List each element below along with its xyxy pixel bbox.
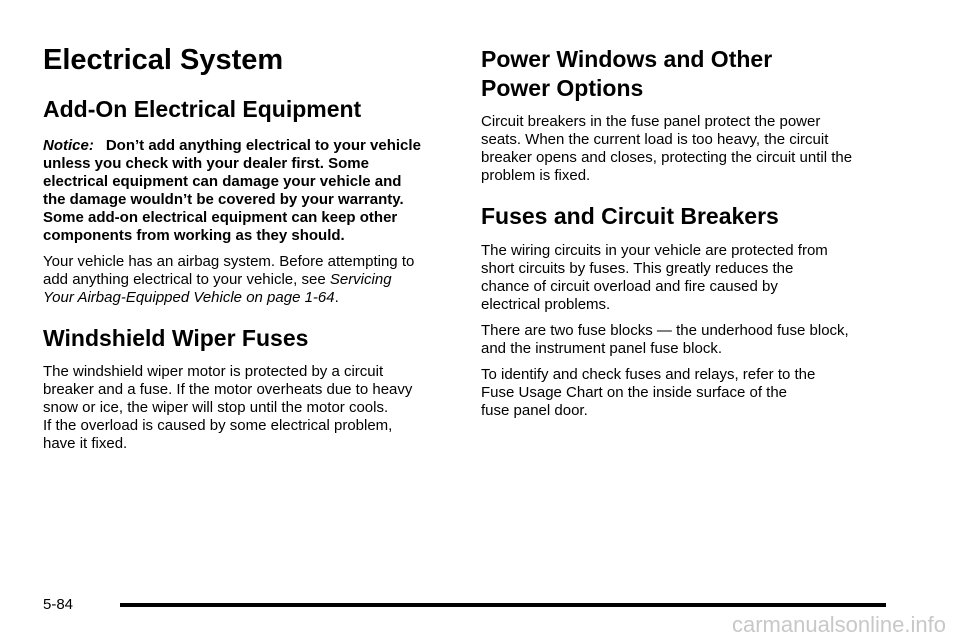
fuses-para3-line-3: fuse panel door. — [481, 402, 588, 419]
fuses-para3-line-2: Fuse Usage Chart on the inside surface of the — [481, 384, 788, 401]
power-heading-line-2: Power Options — [481, 75, 644, 101]
fuses-para1-line-4: electrical problems. — [481, 296, 611, 313]
wiper-line-3: snow or ice, the wiper will stop until the motor cools. — [43, 399, 389, 416]
footer-rule — [120, 603, 886, 607]
fuses-para2-line-2: and the instrument panel fuse block. — [481, 340, 722, 357]
notice-line-6: components from working as they should. — [43, 227, 345, 244]
wiper-line-5: have it fixed. — [43, 435, 128, 452]
notice-line-3: electrical equipment can damage your vehicle and — [43, 173, 402, 190]
wiper-line-2: breaker and a fuse. If the motor overheats due to heavy — [43, 381, 413, 398]
airbag-para-line-2: add anything electrical to your vehicle, see Servicing — [43, 271, 392, 288]
page-title: Electrical System — [43, 44, 284, 76]
notice-label: Notice: — [43, 137, 94, 154]
fuses-heading: Fuses and Circuit Breakers — [481, 203, 779, 229]
airbag-reference-link-cont[interactable]: Your Airbag-Equipped Vehicle on page 1-64 — [43, 289, 335, 306]
airbag-para-line-1: Your vehicle has an airbag system. Before attempting to — [43, 253, 415, 270]
airbag-para-line-3: Your Airbag-Equipped Vehicle on page 1-64. — [43, 289, 339, 306]
watermark: carmanualsonline.info — [731, 612, 946, 637]
wiper-line-1: The windshield wiper motor is protected by a circuit — [43, 363, 384, 380]
power-heading-line-1: Power Windows and Other — [481, 46, 773, 72]
fuses-para1-line-1: The wiring circuits in your vehicle are protected from — [481, 242, 828, 259]
power-line-4: problem is fixed. — [481, 167, 591, 184]
power-line-2: seats. When the current load is too heavy, the circuit — [481, 131, 829, 148]
airbag-reference-link[interactable]: Servicing — [329, 271, 392, 288]
page-number: 5-84 — [43, 596, 74, 613]
addon-heading: Add-On Electrical Equipment — [43, 96, 362, 122]
fuses-para3-line-1: To identify and check fuses and relays, refer to the — [481, 366, 816, 383]
fuses-para2-line-1: There are two fuse blocks — the underhood fuse block, — [481, 322, 849, 339]
wiper-heading: Windshield Wiper Fuses — [43, 325, 309, 351]
power-line-3: breaker opens and closes, protecting the circuit until the — [481, 149, 853, 166]
notice-line-5: Some add-on electrical equipment can keep other — [43, 209, 398, 226]
fuses-para1-line-2: short circuits by fuses. This greatly reduces the — [481, 260, 794, 277]
fuses-para1-line-3: chance of circuit overload and fire caused by — [481, 278, 778, 295]
power-line-1: Circuit breakers in the fuse panel protect the power — [481, 113, 821, 130]
wiper-line-4: If the overload is caused by some electrical problem, — [43, 417, 393, 434]
notice-line-4: the damage wouldn’t be covered by your warranty. — [43, 191, 404, 208]
notice-line-2: unless you check with your dealer first. Some — [43, 155, 369, 172]
notice-line-1: Notice: Don’t add anything electrical to your vehicle — [43, 137, 421, 154]
